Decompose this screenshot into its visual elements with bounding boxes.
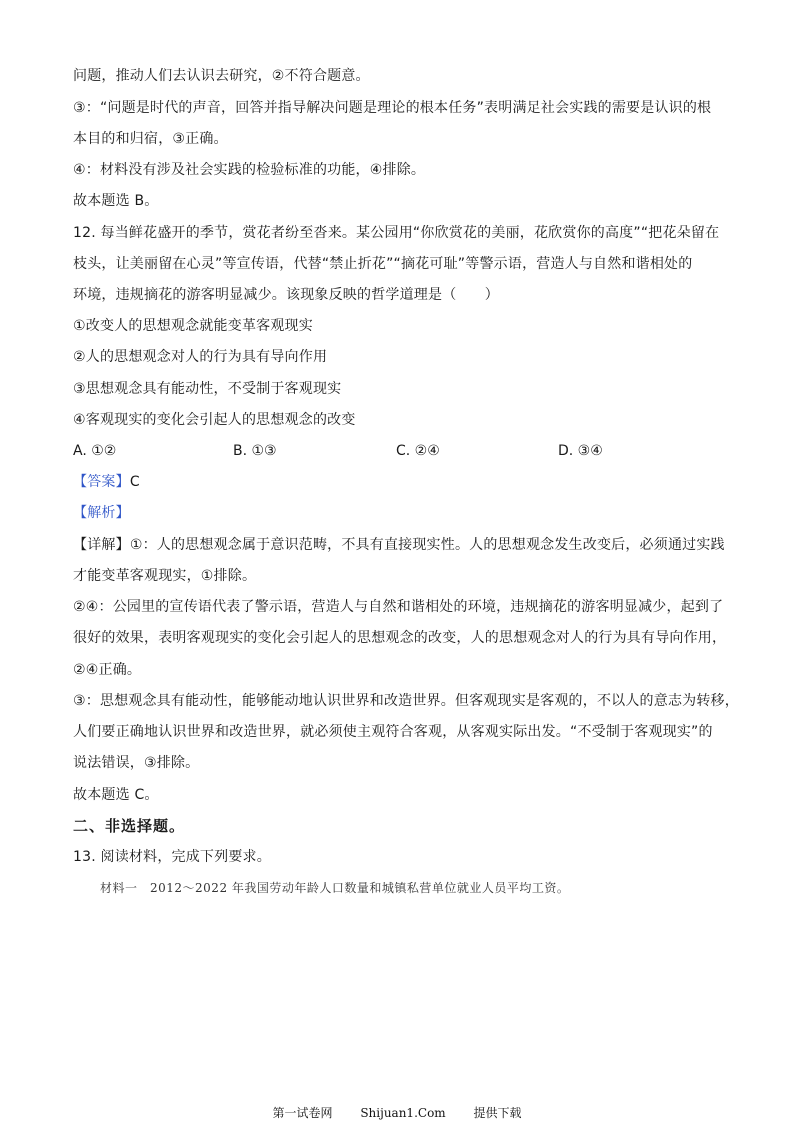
text-line: ③：“问题是时代的声音，回答并指导解决问题是理论的根本任务”表明满足社会实践的需要是认识的根 [73,100,712,116]
text-line: 本目的和归宿，③正确。 [73,131,228,147]
question-12-stem: 环境，违规摘花的游客明显减少。该现象反映的哲学道理是（ ） [73,287,499,303]
answer-value: C [129,474,140,490]
detail-line: 很好的效果，表明客观现实的变化会引起人的思想观念的改变，人的思想观念对人的行为具有导向作用， [73,630,727,646]
option-b: B. ①③ [233,443,277,459]
question-12-stem: 12. 每当鲜花盛开的季节，赏花者纷至沓来。某公园用“你欣赏花的美丽，花欣赏你的高度”“把花朵留在 [73,225,720,241]
detail-line: ②④正确。 [73,662,142,678]
text-line: 问题，推动人们去认识去研究，②不符合题意。 [73,68,370,84]
question-13-stem: 13. 阅读材料，完成下列要求。 [73,849,271,865]
section-title: 二、非选择题。 [73,817,186,835]
detail-line: ③：思想观念具有能动性，能够能动地认识世界和改造世界。但客观现实是客观的，不以人的意志为转移， [73,693,739,709]
detail-tag: 【详解】 [73,537,130,553]
option-d: D. ③④ [558,443,603,459]
detail-line: 故本题选 C。 [73,787,159,803]
detail-line: 人们要正确地认识世界和改造世界，就必须使主观符合客观，从客观实际出发。“不受制于客观现实”的 [73,724,713,740]
statement-3: ③思想观念具有能动性，不受制于客观现实 [73,381,342,397]
page-footer [0,1105,794,1121]
analysis-line [73,503,733,523]
statement-1: ①改变人的思想观念就能变革客观现实 [73,318,313,334]
footer-site: Shijuan1.Com [360,1106,446,1120]
statement-2: ②人的思想观念对人的行为具有导向作用 [73,349,328,365]
answer-options [73,441,733,461]
statement-4: ④客观现实的变化会引起人的思想观念的改变 [73,412,356,428]
text-line: 故本题选 B。 [73,193,159,209]
answer-tag: 【答案】 [73,474,130,490]
detail-line: 说法错误，③排除。 [73,755,200,771]
material-1-caption: 材料一 2012～2022 年我国劳动年龄人口数量和城镇私营单位就业人员平均工资。 [100,881,570,895]
analysis-tag: 【解析】 [73,505,130,521]
detail-text: ①：人的思想观念属于意识范畴，不具有直接现实性。人的思想观念发生改变后，必须通过实践 [129,537,725,553]
footer-note: 提供下载 [473,1106,522,1120]
answer-line [73,472,733,492]
detail-line: 才能变革客观现实，①排除。 [73,568,257,584]
detail-line [73,535,733,555]
footer-brand: 第一试卷网 [272,1106,333,1120]
option-c: C. ②④ [396,443,440,459]
option-a: A. ①② [73,443,117,459]
text-line: ④：材料没有涉及社会实践的检验标准的功能，④排除。 [73,162,426,178]
detail-line: ②④：公园里的宣传语代表了警示语，营造人与自然和谐相处的环境，违规摘花的游客明显减少，起到了 [73,599,724,615]
question-12-stem: 枝头，让美丽留在心灵”等宣传语，代替“禁止折花”“摘花可耻”等警示语，营造人与自然和谐相处的 [73,256,693,272]
